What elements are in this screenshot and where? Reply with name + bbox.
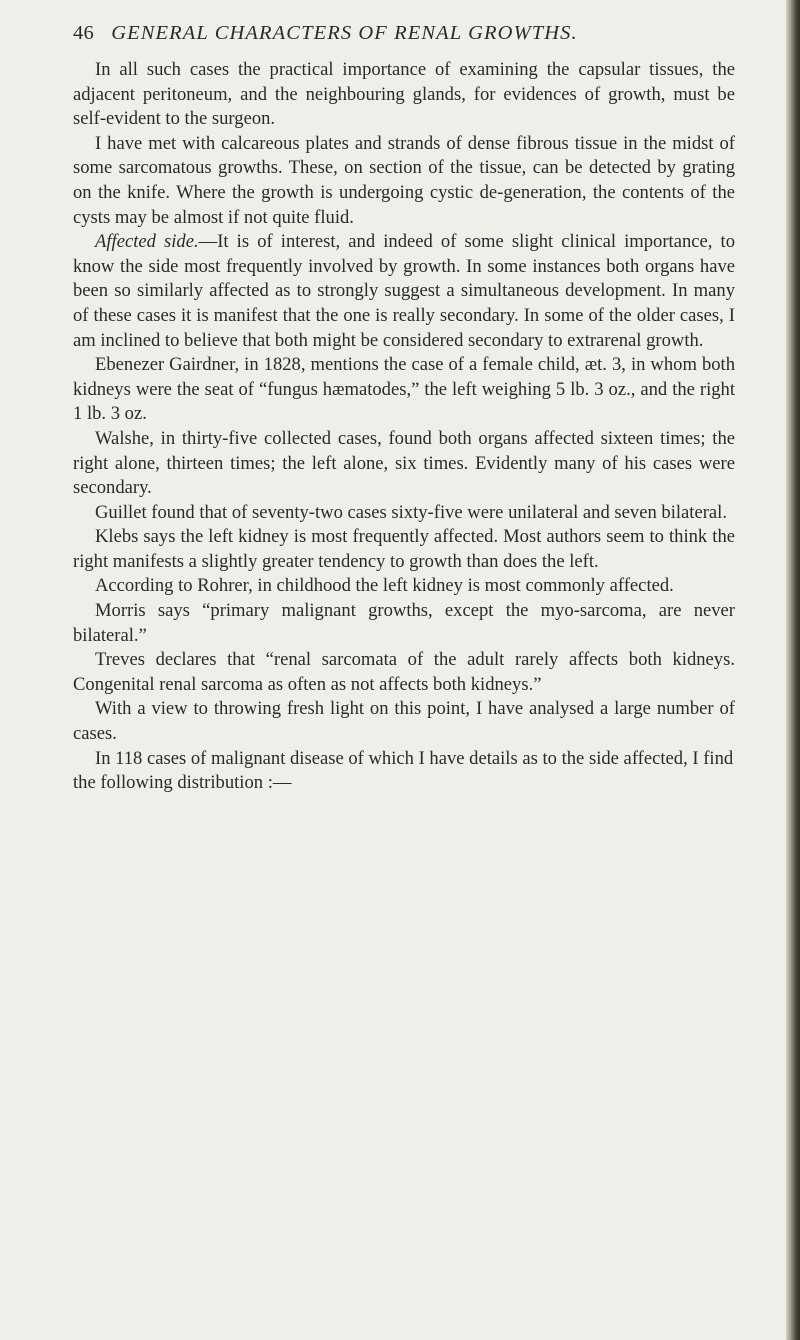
- paragraph: In 118 cases of malignant disease of which I have details as to the side affected, I find the following distribution :—: [73, 747, 734, 794]
- paragraph: Guillet found that of seventy-two cases sixty-five were unilateral and seven bilateral.: [95, 501, 727, 523]
- body-text: [73, 58, 735, 796]
- paragraph: Morris says “primary malignant growths, except the myo-sarcoma, are never bilateral.”: [73, 600, 735, 646]
- running-title: GENERAL CHARACTERS OF RENAL GROWTHS.: [111, 22, 578, 44]
- section-lead: Affected side.: [95, 231, 199, 253]
- paragraph: In all such cases the practical importance of examining the capsular tissues, the adjacent peritoneum, and the neighbouring glands, for evidences of growth, must be self-evident to the surgeon.: [73, 59, 735, 130]
- page-number: 46: [73, 22, 94, 44]
- running-header: [73, 22, 733, 52]
- paragraph: Klebs says the left kidney is most frequently affected. Most authors seem to think the right manifests a slightly greater tendency to growth than does the left.: [73, 526, 735, 572]
- paragraph: According to Rohrer, in childhood the left kidney is most commonly affected.: [95, 575, 674, 597]
- paragraph: With a view to throwing fresh light on this point, I have analysed a large number of cases.: [73, 698, 735, 745]
- paragraph: Ebenezer Gairdner, in 1828, mentions the case of a female child, æt. 3, in whom both kidneys were the seat of “fungus hæmatodes,” the left weighing 5 lb. 3 oz., and the right 1 lb. 3 oz.: [73, 354, 735, 425]
- page-edge-shadow: [786, 0, 800, 1340]
- paragraph: I have met with calcareous plates and strands of dense fibrous tissue in the midst of some sarcomatous growths. These, on section of the tissue, can be detected by grating on the knife. Where the growth is undergoing cystic de-generation, the contents of the cysts may be almost if not quite fluid.: [73, 132, 735, 228]
- paragraph: Treves declares that “renal sarcomata of the adult rarely affects both kidneys. Congenital renal sarcoma as often as not affects both kidneys.”: [73, 649, 735, 695]
- paragraph: Walshe, in thirty-five collected cases, found both organs affected sixteen times; the right alone, thirteen times; the left alone, six times. Evidently many of his cases were secondary.: [73, 427, 735, 499]
- paragraph-affected-side: Affected side.—It is of interest, and indeed of some slight clinical importance, to know the side most frequently involved by growth. In some instances both organs have been so similarly affected as to strongly suggest a simultaneous development. In many of these cases it is manifest that the one is really secondary. In some of the older cases, I am inclined to believe that both might be considered secondary to extrarenal growth.: [73, 231, 735, 351]
